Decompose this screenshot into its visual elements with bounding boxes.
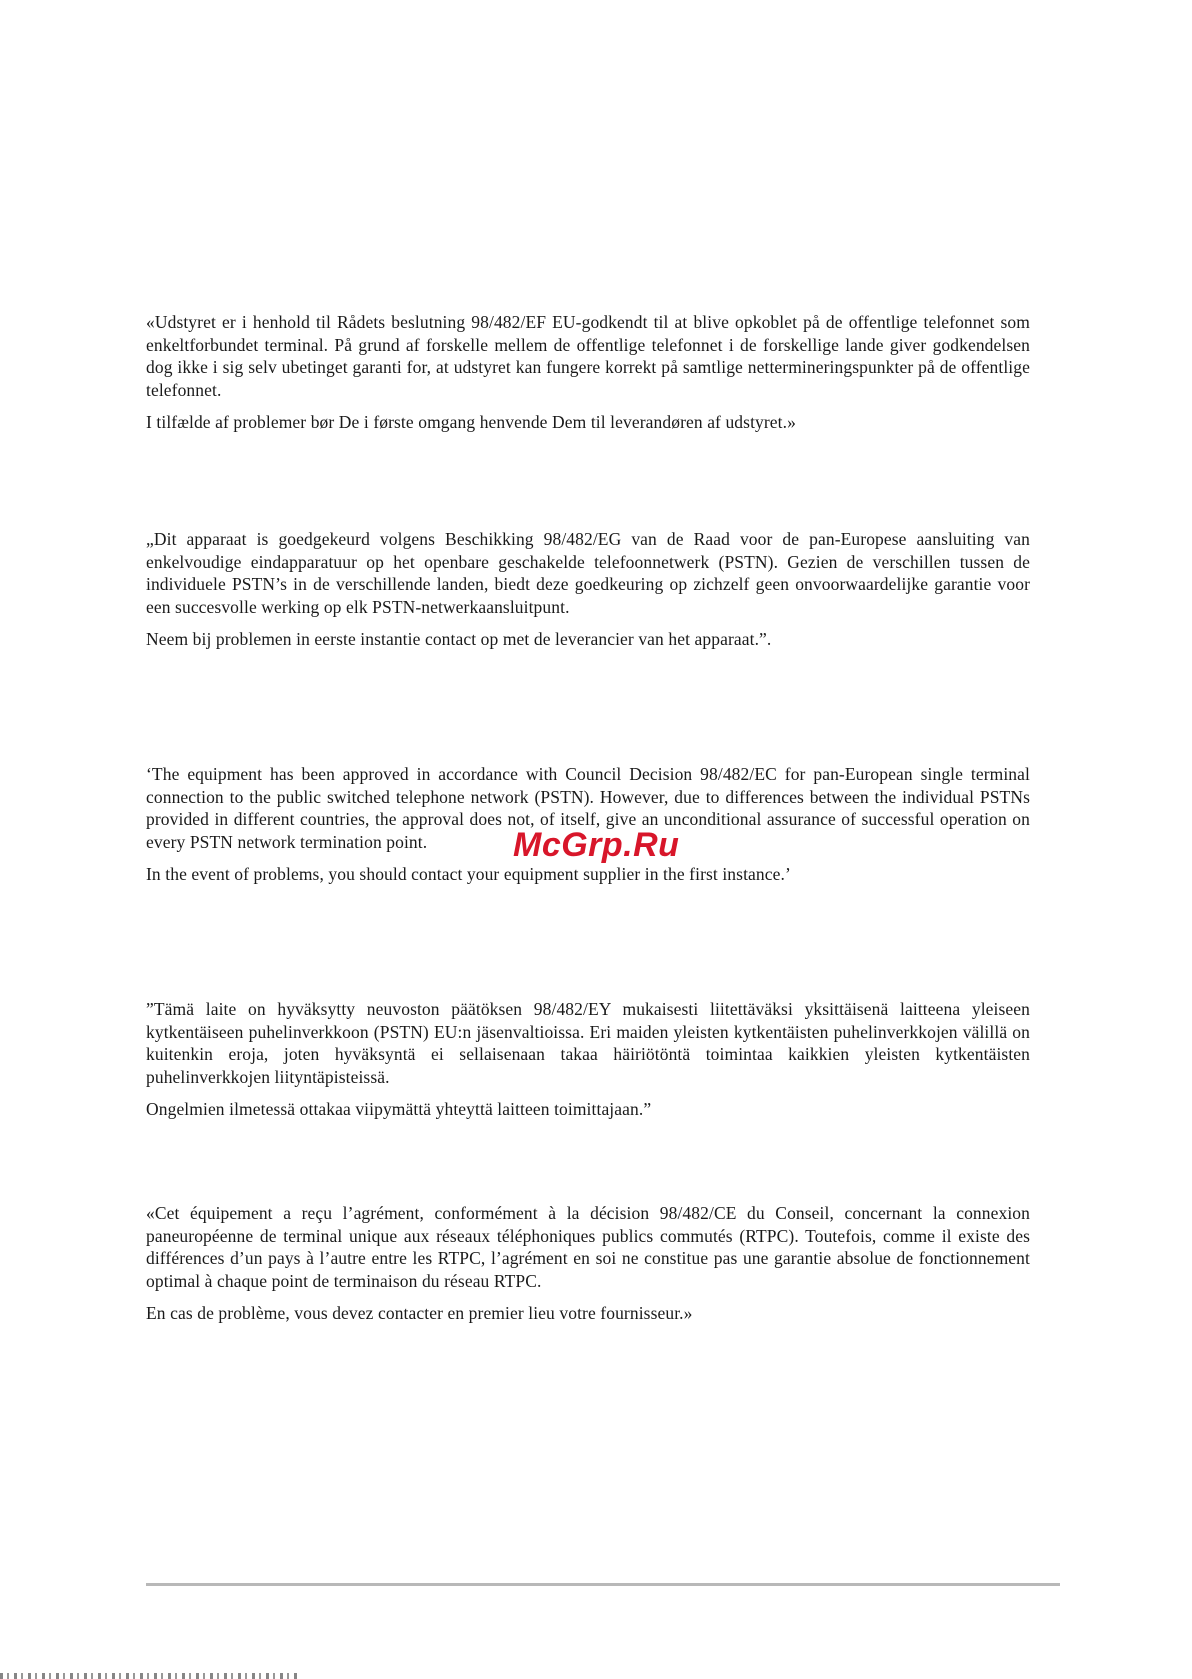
notice-danish-body: «Udstyret er i henhold til Rådets beslutning 98/482/EF EU-godkendt til at blive opkoblet på de offentlige telefonnet som enkeltforbundet terminal. På grund af forskelle mellem de offentlige telefonnet i de forskellige lande giver godkendelsen dog ikke i sig selv ubetinget garanti for, at udstyret kan fungere korrekt på samtlige nettermineringspunkter på de offentlige telefonnet.	[146, 312, 1030, 400]
notice-finnish-contact: Ongelmien ilmetessä ottakaa viipymättä yhteyttä laitteen toimittajaan.”	[146, 1099, 652, 1119]
notice-danish	[146, 311, 1030, 434]
notice-french	[146, 1202, 1030, 1325]
scan-edge-artifact	[0, 1673, 300, 1679]
watermark: McGrp.Ru	[513, 826, 680, 864]
notice-english	[146, 763, 1030, 886]
notice-dutch-contact: Neem bij problemen in eerste instantie contact op met de leverancier van het apparaat.”.	[146, 629, 772, 649]
notice-french-body: «Cet équipement a reçu l’agrément, conformément à la décision 98/482/CE du Conseil, concernant la connexion paneuropéenne de terminal unique aux réseaux téléphoniques publics commutés (RTPC). Toutefois, comme il existe des différences d’un pays à l’autre entre les RTPC, l’agrément en soi ne constitue pas une garantie absolue de fonctionnement optimal à chaque point de terminaison du réseau RTPC.	[146, 1203, 1030, 1291]
notice-dutch	[146, 528, 1030, 651]
notice-dutch-body: „Dit apparaat is goedgekeurd volgens Beschikking 98/482/EG van de Raad voor de pan-Europese aansluiting van enkelvoudige eindapparatuur op het openbare geschakelde telefoonnetwerk (PSTN). Gezien de verschillen tussen de individuele PSTN’s in de verschillende landen, biedt deze goedkeuring op zichzelf geen onvoorwaardelijke garantie voor een succesvolle werking op elk PSTN-netwerkaansluitpunt.	[146, 529, 1030, 617]
notice-danish-contact: I tilfælde af problemer bør De i første omgang henvende Dem til leverandøren af udstyret.»	[146, 412, 796, 432]
notice-english-body: ‘The equipment has been approved in accordance with Council Decision 98/482/EC for pan-European single terminal connection to the public switched telephone network (PSTN). However, due to differences between the individual PSTNs provided in different countries, the approval does not, of itself, give an unconditional assurance of successful operation on every PSTN network termination point.	[146, 764, 1030, 852]
notice-english-contact: In the event of problems, you should contact your equipment supplier in the first instance.’	[146, 864, 791, 884]
footer-divider	[146, 1583, 1060, 1586]
notice-french-contact: En cas de problème, vous devez contacter en premier lieu votre fournisseur.»	[146, 1303, 693, 1323]
notice-finnish	[146, 998, 1030, 1121]
notice-finnish-body: ”Tämä laite on hyväksytty neuvoston päätöksen 98/482/EY mukaisesti liitettäväksi yksittäisenä laitteena yleiseen kytkentäiseen puhelinverkkoon (PSTN) EU:n jäsenvaltioissa. Eri maiden yleisten kytkentäisten puhelinverkkojen välillä on kuitenkin eroja, joten hyväksyntä ei sellaisenaan takaa häiriötöntä toimintaa kaikkien yleisten kytkentäisten puhelinverkkojen liityntäpisteissä.	[146, 999, 1030, 1087]
